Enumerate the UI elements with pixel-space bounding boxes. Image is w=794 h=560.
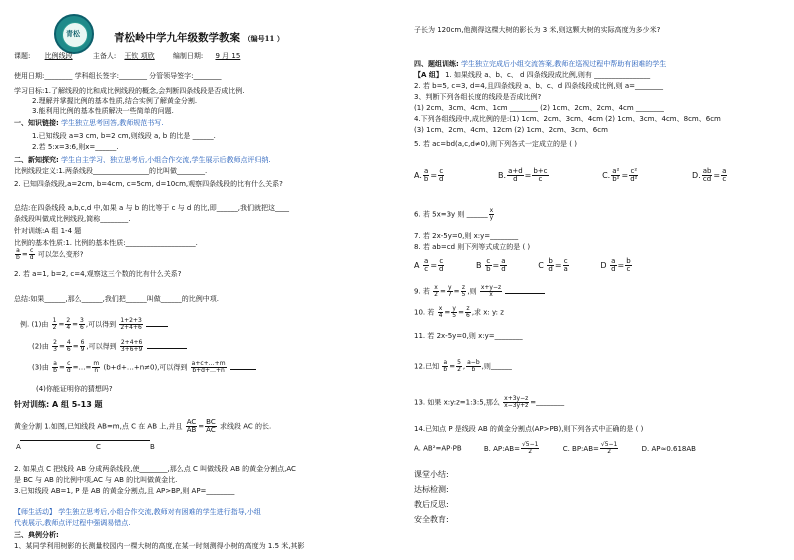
section-2-title: 二、新知探究: (14, 156, 59, 164)
a10-text: 10. 若 (414, 308, 435, 317)
achievement-check: 达标检测: (414, 485, 449, 494)
four-segments-question: 2. 已知四条线段,a=2cm, b=4cm, c=5cm, d=10cm,观察四条线段的比有什么关系? (14, 180, 283, 188)
goal-2: 2.理解并掌握比例的基本性质,结合实例了解黄金分割. (32, 97, 198, 105)
q5-options: A. $\frac{a}{b}$ = $\frac{c}{d}$ B. $\frac{a+d}{d}$ = $\frac{b+c}{c}$ C. $\frac{\text{a²}}{\text{b²}}$ = $\frac{\text{c²}}{\text{d²}}$ D. $\frac{ab}{cd}$ = $\frac{a}{c}$ (414, 167, 727, 183)
a10-text2: ,求 x: y: z (471, 308, 504, 317)
example-4: (4)你能证明你的猜想吗? (36, 385, 113, 393)
teacher-activity-2: 代表展示,教师点评过程中强调易错点. (14, 519, 131, 527)
q14-options: A. AB²=AP·PB B. AP:AB= $\frac{√5-1}{2}$ C. BP:AB= $\frac{√5-1}{2}$ D. AP≈0.618AB (414, 441, 696, 455)
section-4-title: 四、题组训练: (414, 60, 459, 68)
example-2: (2)由 $\frac{2}{3}$ = $\frac{4}{6}$ = $\frac{6}{9}$ ,可以得到 $\frac{2+4+6}{3+6+9}$ (32, 340, 187, 353)
summary-1b: 条线段叫做成比例线段,简称________. (14, 215, 131, 223)
group-a-q10: 10. 若 $\frac{x}{4}$ = $\frac{y}{5}$ = $\frac{z}{6}$ ,求 x: y: z (414, 305, 504, 319)
q8-options: A $\frac{a}{c}$ = $\frac{c}{d}$ B $\frac{c}{b}$ = $\frac{a}{d}$ C $\frac{b}{d}$ = $\frac{c}{a}$ D $\frac{a}{d}$ = $\frac{b}{c}$ (414, 257, 631, 273)
golden-q1-text: 黄金分割 1.如图,已知线段 AB=m,点 C 在 AB 上,并且 (14, 422, 183, 431)
school-logo (54, 14, 94, 54)
section-2-desc: 学生自主学习、独立思考后,小组合作交流,学生展示后教师点评归纳. (61, 156, 271, 164)
topic-label: 课题: (14, 52, 31, 60)
tree-question-cont: 子长为 120cm,他测得这棵大树的影长为 3 米,则这颗大树的实际高度为多少米? (414, 26, 661, 34)
title-text: 青松岭中学九年级数学教案 (114, 32, 240, 44)
host-value: 王钦 项欣 (124, 52, 155, 60)
section-1-heading (14, 119, 164, 127)
summary-2 (14, 295, 219, 303)
golden-q3: 3.已知线段 AB=1, P 是 AB 的黄金分割点,且 AP>BP,则 AP=________ (14, 487, 235, 495)
group-a-q8: 8. 若 ab=cd 则下列等式成立的是 ( ) (414, 243, 531, 251)
a9-text: 9. 若 (414, 287, 430, 296)
group-a-q3b: (1) 2cm、3cm、4cm、1cm ________ (2) 1cm、2cm、2cm、4cm ________ (414, 104, 664, 112)
group-a-q14: 14.已知点 P 是线段 AB 的黄金分割点(AP>PB),则下列各式中正确的是 ( ) (414, 425, 644, 433)
property-fraction-row: $\frac{a}{b}$ = $\frac{c}{d}$ 可以怎么变形? (16, 247, 84, 261)
teaching-reflection: 教后反思: (414, 500, 449, 509)
q5-option-c: C. (602, 171, 611, 180)
use-date-row: 使用日期:________ 学科组长签字:________ 分管领导签字:________ (14, 72, 222, 80)
section-3-title: 三、典例分析: (14, 531, 59, 539)
group-a-q1 (414, 71, 650, 79)
safety-education: 安全教育: (414, 515, 449, 524)
group-a-q13: 13. 如果 x:y:z=1:3:5,那么 $\frac{x+3y-z}{x-3y+z}$ =________ (414, 395, 565, 409)
drill-a-1-4: 针对训练:A 组 1-4 题 (14, 227, 82, 235)
example-tree-question: 1、某同学利用树影的长测量校园内一棵大树的高度,在某一时刻测得小树的高度为 1.5 米,其影 (14, 542, 305, 550)
link-q2: 2.若 5:x=3:6,则x=______. (32, 143, 119, 151)
section-1-desc: 学生独立思考回答,教师规范书写. (61, 119, 164, 127)
section-2-heading (14, 156, 271, 164)
golden-q1: 黄金分割 1.如图,已知线段 AB=m,点 C 在 AB 上,并且 $\frac{AC}{AB}$ = $\frac{BC}{AC}$ 求线段 AC 的长. (14, 418, 272, 434)
a12-text: 12.已知 (414, 362, 440, 371)
summary-2-text: 总结:如果______,那么______,我们把______叫做______的比例中项. (14, 295, 220, 303)
property-after: 可以怎么变形? (37, 250, 84, 259)
q5-option-d: D. (691, 171, 701, 180)
frac-a-b: $\frac{a}{b}$ (16, 247, 20, 261)
page-title (114, 32, 284, 45)
q5-option-b: B. (498, 171, 507, 180)
group-a-q3: 3、判断下列各组长度的线段是否成比例? (414, 93, 542, 101)
example-1-text: ,可以得到 (85, 320, 117, 329)
link-q1: 1.已知线段 a=3 cm, b=2 cm,则线段 a, b 的比是 ______. (32, 132, 216, 140)
a13-text2: =________ (530, 398, 565, 407)
golden-q2: 2. 如果点 C 把线段 AB 分成两条线段,使________,那么点 C 叫做线段 AB 的黄金分割点,AC (14, 465, 296, 473)
drill-a-5-13: 针对训练: A 组 5-13 题 (14, 400, 103, 409)
group-a-q5: 5. 若 ac=bd(a,c,d≠0),则下列各式一定成立的是 ( ) (414, 140, 577, 148)
group-a-q6: 6. 若 5x=3y 则 ______ $\frac{x}{y}$ (414, 207, 494, 221)
date-label: 编制日期: (172, 52, 204, 60)
point-c: C (96, 443, 101, 451)
header-row (14, 52, 250, 60)
plan-number: （编号11 ） (243, 34, 284, 43)
topic-value: 比例线段 (44, 52, 73, 60)
group-a-q2: 2. 若 b=5, c=3, d=4,且四条线段 a、b、c、d 四条线段成比例,则 a=________ (414, 82, 664, 90)
a13-text: 13. 如果 x:y:z=1:3:5,那么 (414, 398, 500, 407)
abc-question: 2. 若 a=1, b=2, c=4,观察这三个数的比有什么关系? (14, 270, 182, 278)
golden-q1-text2: 求线段 AC 的长. (219, 422, 272, 431)
frac-c-d: $\frac{c}{d}$ (29, 247, 34, 261)
q14-option-d: D. AP≈0.618AB (641, 444, 696, 453)
point-b: B (150, 443, 155, 451)
host-label: 主备人: (92, 52, 117, 60)
ratio-definition: 比例线段定义:1.两条线段________________的比叫做________. (14, 167, 208, 175)
a12-text2: ,则______ (481, 362, 512, 371)
example-1: 例. (1)由 $\frac{1}{2}$ = $\frac{2}{4}$ = $\frac{3}{6}$ ,可以得到 $\frac{1+2+3}{2+4+6}$ (20, 318, 168, 331)
golden-q2b: 是 BC 与 AB 的比例中项,AC 与 AB 的比叫做黄金比. (14, 476, 178, 484)
ratio-property: 比例的基本性质:1. 比例的基本性质:____________________. (14, 239, 198, 247)
example-2-text: ,可以得到 (86, 342, 117, 351)
group-a-q4: 4.下列各组线段中,成比例的是:(1) 1cm、2cm、3cm、4cm (2) 1cm、3cm、4cm、8cm、6cm (414, 115, 721, 123)
q5-option-a: A. (414, 171, 422, 180)
example-3-text: (b+d+…+n≠0),可以得到 (103, 363, 188, 372)
a9-text2: ,则 (467, 287, 477, 296)
section-4-heading (414, 60, 666, 68)
section-1-title: 一、知识链接: (14, 119, 59, 127)
logo-text: 青松 (66, 30, 80, 38)
example-1-label: 例. (1)由 (20, 320, 49, 329)
group-a-q4b: (3) 1cm、2cm、4cm、12cm (2) 1cm、2cm、3cm、6cm (414, 126, 608, 134)
group-a-q9: 9. 若 $\frac{x}{2}$ = $\frac{y}{7}$ = $\frac{z}{5}$ ,则 $\frac{x+y-z}{x}$ (414, 285, 545, 298)
example-3-label: (3)由 (32, 363, 49, 372)
summary-1: 总结:在四条线段 a,b,c,d 中,如果 a 与 b 的比等于 c 与 d 的比,即______,我们就把这____ (14, 204, 290, 212)
example-2-label: (2)由 (32, 342, 49, 351)
section-4-desc: 学生独立完成后小组交流答案,教师在巡视过程中帮助有困难的学生 (461, 60, 667, 68)
group-a-label: 【A 组】 (414, 71, 443, 79)
a6-text: 6. 若 5x=3y 则 ______ (414, 210, 488, 219)
a1-text: 1. 如果线段 a、b、c、 d 四条线段成比例,则有 ________________ (445, 71, 651, 79)
q14-option-a: A. AB²=AP·PB (414, 444, 462, 453)
q14-option-c: C. BP:AB= (562, 444, 599, 453)
goal-1: 学习目标:1.了解线段的比和成比例线段的概念,会判断四条线段是否成比例. (14, 87, 245, 95)
group-a-q7: 7. 若 2x-5y=0,则 x:y=________ (414, 232, 519, 240)
example-3: (3)由 $\frac{a}{b}$ = $\frac{c}{d}$ =…= $\frac{m}{n}$ (b+d+…+n≠0),可以得到 $\frac{a+c+\dots+m}{b+d+\dots+n}$ (32, 361, 256, 374)
q14-option-b: B. AP:AB= (483, 444, 520, 453)
segment-ab-line (20, 440, 150, 441)
point-a: A (16, 443, 21, 451)
date-value: 9 月 15 (215, 52, 241, 60)
goal-3: 3.能利用比例的基本性质解决一些简单的问题. (32, 107, 174, 115)
teacher-activity: 【师生活动】 学生独立思考后,小组合作交流,教师对有困难的学生进行指导,小组 (14, 508, 261, 516)
group-a-q11: 11. 若 2x-5y=0,则 x:y=________ (414, 332, 523, 340)
group-a-q12: 12.已知 $\frac{a}{b}$ = $\frac{5}{2}$ , $\frac{a-b}{b}$ ,则______ (414, 359, 512, 373)
class-summary: 课堂小结: (414, 470, 449, 479)
